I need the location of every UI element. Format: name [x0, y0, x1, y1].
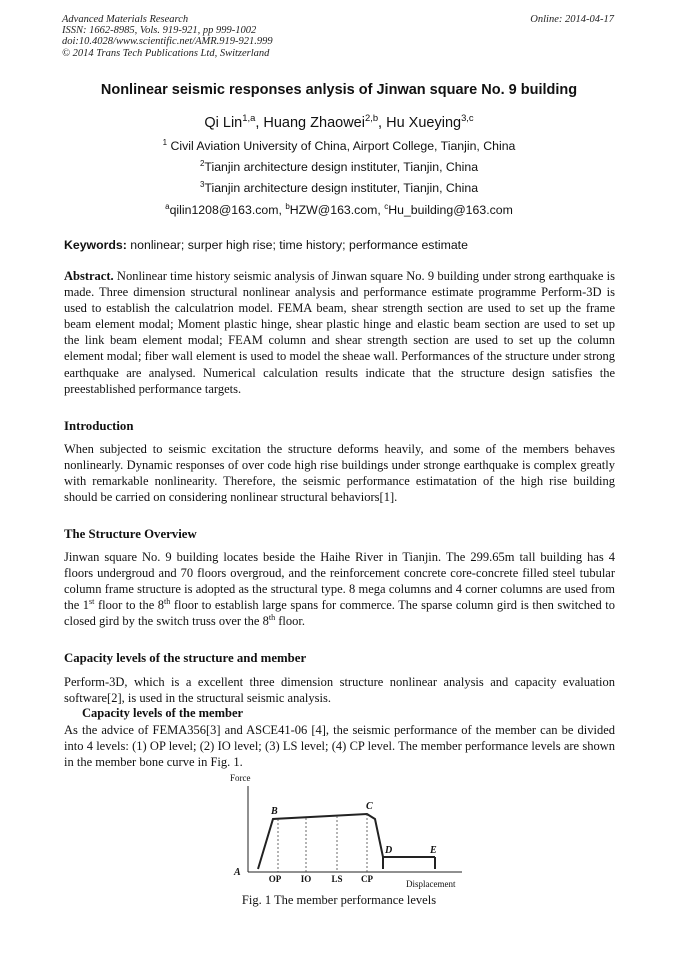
- ordinal-sup: st: [89, 597, 95, 607]
- overview-text-part: Jinwan square No. 9 building locates beside the Haihe River in Tianjin. The 299.65m tall building has 4 floors undergroud and 70 floors overgroud, and the reinforcement concrete core-concrete filled steel tubular column frame structure is adopted as the structural type. 8 mega columns and 4 corner columns are used from the 1: [64, 550, 615, 613]
- point-label-c: C: [366, 801, 373, 812]
- level-label-op: OP: [268, 874, 282, 884]
- member-bone-curve-figure: [230, 772, 470, 890]
- capacity-text: Perform-3D, which is a excellent three dimension structure nonlinear analysis and capacity evaluation software[2], is used in the structural seismic analysis.: [64, 675, 615, 706]
- bone-curve: [258, 814, 435, 869]
- copyright-line: © 2014 Trans Tech Publications Ltd, Switzerland: [62, 47, 270, 59]
- section-heading-capacity: Capacity levels of the structure and member: [64, 651, 307, 665]
- email-text: qilin1208@163.com,: [169, 203, 286, 217]
- email-text: HZW@163.com,: [289, 203, 385, 217]
- keywords: [64, 238, 468, 252]
- email-line: [0, 203, 678, 217]
- overview-text-part: floor to establish large spans for commerce. The sparse column gird is then switched to closed gird by the switch truss over the 8: [64, 598, 616, 629]
- affiliation-sup: 2: [199, 158, 205, 168]
- level-label-ls: LS: [331, 874, 343, 884]
- author-sup: 3,c: [461, 112, 474, 124]
- overview-text-part: floor to the 8: [94, 598, 165, 613]
- introduction-text: When subjected to seismic excitation the structure deforms heavily, and some of the members behaves nonlinearly. Dynamic responses of over code high rise buildings under stronge earthquake is complex greatly with remarkable nonlinearity. Therefore, the seismic performance estimatation of the high rise building should be carried on considering nonlinear structural behaviors[1].: [64, 442, 615, 505]
- abstract-label: Abstract.: [64, 269, 114, 283]
- email-sup: a: [165, 201, 170, 211]
- keywords-text: nonlinear; surper high rise; time history; performance estimate: [130, 238, 468, 252]
- author-name: Huang Zhaowei: [263, 115, 365, 131]
- affiliation-3: [0, 181, 678, 195]
- point-label-a: A: [234, 867, 241, 878]
- keywords-label: Keywords:: [64, 238, 127, 252]
- overview-text: [64, 549, 615, 629]
- journal-header: [62, 14, 273, 59]
- point-label-e: E: [430, 845, 437, 856]
- abstract: [64, 268, 615, 397]
- email-text: Hu_building@163.com: [388, 203, 513, 217]
- journal-name: Advanced Materials Research: [62, 14, 189, 25]
- affiliation-sup: 1: [162, 137, 168, 147]
- overview-text-part: floor.: [275, 614, 305, 629]
- section-heading-overview: The Structure Overview: [64, 527, 197, 541]
- email-sup: c: [384, 201, 389, 211]
- affiliation-2: [0, 160, 678, 174]
- author-list: Qi Lin$^{1,a}$, Huang Zhaowei$^{2,b}$, Hu Xueying$^{3,c}$: [204, 112, 474, 131]
- author-name: Qi Lin: [204, 115, 243, 131]
- doi-line: doi:10.4028/www.scientific.net/AMR.919-921.999: [62, 36, 273, 48]
- email-sup: b: [285, 201, 290, 211]
- ordinal-sup: th: [268, 613, 276, 623]
- point-label-d: D: [385, 845, 393, 856]
- capacity-member-text: As the advice of FEMA356[3] and ASCE41-06 [4], the seismic performance of the member can be divided into 4 levels: (1) OP level; (2) IO level; (3) LS level; (4) CP level. The member performance levels are shown in the member bone curve in Fig. 1.: [64, 723, 615, 770]
- affiliation-text: Tianjin architecture design instituter, Tianjin, China: [204, 181, 479, 195]
- author-sup: 2,b: [364, 112, 379, 124]
- force-axis-label: Force: [230, 773, 251, 783]
- issn-line: ISSN: 1662-8985, Vols. 919-921, pp 999-1002: [62, 25, 257, 37]
- affiliation-sup: 3: [199, 179, 205, 189]
- affiliation-text: Tianjin architecture design instituter, Tianjin, China: [204, 160, 479, 174]
- point-label-b: B: [271, 806, 278, 817]
- affiliation-1: [0, 139, 678, 153]
- affiliation-text: Civil Aviation University of China, Airport College, Tianjin, China: [170, 139, 516, 153]
- section-heading-introduction: Introduction: [64, 419, 134, 433]
- subsection-heading-member: Capacity levels of the member: [82, 706, 244, 720]
- author-name: Hu Xueying: [386, 115, 462, 131]
- paper-title: Nonlinear seismic responses anlysis of Jinwan square No. 9 building: [100, 82, 578, 98]
- displacement-axis-label: Displacement: [406, 879, 456, 889]
- figure-caption: Fig. 1 The member performance levels: [241, 893, 437, 907]
- ordinal-sup: th: [164, 597, 171, 607]
- level-label-io: IO: [300, 874, 312, 884]
- abstract-text: Nonlinear time history seismic analysis of Jinwan square No. 9 building under strong earthquake is made. Three dimension structural nonlinear analysis and performance estimate programme Perform-3D is used to establish the calculatrion model. FEMA beam, shear strength section are used to set up the frame beam element modal; Moment plastic hinge, shear plastic hinge and elastic beam section are used to set up the link beam element modal; FEAM column and shear strength section are used to set up the column element modal; fiber wall element is used to model the sheae wall. Performances of the structure under strong earthquake are analysed. Numerical calculation results indicate that the structure design satisfies the preestablished performance targets.: [64, 269, 616, 396]
- level-label-cp: CP: [361, 874, 373, 884]
- online-date: Online: 2014-04-17: [530, 14, 614, 25]
- author-sup: 1,a: [242, 112, 256, 124]
